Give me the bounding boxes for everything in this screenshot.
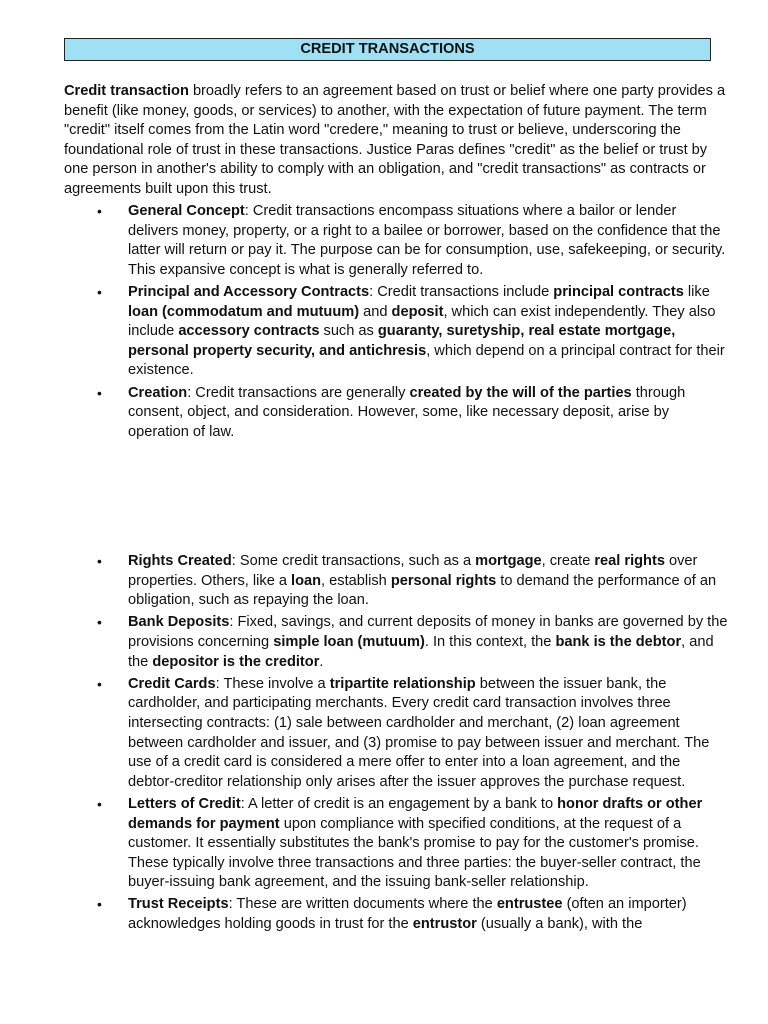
bullet-creation-bold-text: Creation xyxy=(128,384,188,401)
bullet-trust-receipts-text: (often an importer) acknowledges holding goods in trust for the xyxy=(128,896,687,933)
bullet-letters-of-credit-bold-text: honor drafts or other demands for payment xyxy=(128,795,703,832)
bullet-letters-of-credit-text: : A letter of credit is an engagement by a bank to xyxy=(240,795,558,812)
bullet-dot-icon: • xyxy=(97,283,102,300)
bullet-principal-accessory-bold-text: accessory contracts xyxy=(178,323,320,340)
bullet-trust-receipts-text: : These are written documents where the xyxy=(228,896,497,913)
bullet-principal-accessory-text: , which depend on a principal contract for their existence. xyxy=(128,342,725,379)
bullet-rights-created-bold-text: loan xyxy=(291,572,322,589)
bullet-principal-accessory-bold-text: loan (commodatum and mutuum) xyxy=(128,303,360,320)
bullet-creation-text: : Credit transactions are generally xyxy=(187,384,410,401)
bullet-rights-created-text: , establish xyxy=(321,572,391,589)
bullet-principal-accessory-bold-text: deposit xyxy=(391,303,444,320)
bullet-item-rights-created xyxy=(0,552,730,611)
bullet-credit-cards-text: : These involve a xyxy=(215,675,330,692)
bullet-bank-deposits-bold-text: bank is the debtor xyxy=(555,633,682,650)
bullet-bank-deposits-bold-text: depositor is the creditor xyxy=(152,653,320,670)
bullet-dot-icon: • xyxy=(97,553,102,569)
bullet-item-principal-accessory xyxy=(0,283,730,381)
bullet-dot-icon: • xyxy=(97,203,102,219)
bullet-dot-icon: • xyxy=(97,896,102,913)
bullet-trust-receipts-bold-text: entrustor xyxy=(412,916,477,933)
bullet-letters-of-credit-bold-text: Letters of Credit xyxy=(128,795,241,812)
bullet-item-trust-receipts xyxy=(0,895,730,934)
bullet-bank-deposits-text: : Fixed, savings, and current deposits of money in banks are governed by the provisions concerning xyxy=(128,614,728,650)
bullet-credit-cards-bold-text: Credit Cards xyxy=(128,675,216,692)
bullet-principal-accessory-text: and xyxy=(359,303,392,320)
bullet-list-bottom xyxy=(0,552,768,937)
bullet-bank-deposits-bold-text: simple loan (mutuum) xyxy=(273,633,425,650)
bullet-rights-created-text: over properties. Others, like a xyxy=(128,553,698,589)
document-title: CREDIT TRANSACTIONS xyxy=(64,38,711,61)
intro-paragraph xyxy=(64,82,728,200)
bullet-credit-cards-text: between the issuer bank, the cardholder, and participating merchants. Every credit card transaction involves three intersecting contracts: (1) sale between cardholder and merchant, (2) loan agreement between cardholder and issuer, and (3) promise to pay between issuer and merchant. The use of a credit card is considered a mere offer to enter into a loan agreement, and the debtor-creditor relationship only arises after the issuer approves the purchase request. xyxy=(128,675,710,790)
bullet-rights-created-text: : Some credit transactions, such as a xyxy=(231,553,476,569)
bullet-rights-created-bold-text: Rights Created xyxy=(128,553,232,569)
bullet-bank-deposits-text: , and the xyxy=(128,633,714,670)
bullet-rights-created-bold-text: personal rights xyxy=(390,572,497,589)
bullet-principal-accessory-bold-text: Principal and Accessory Contracts xyxy=(128,283,370,300)
bullet-general-concept-bold-text: General Concept xyxy=(128,203,245,219)
bullet-bank-deposits-bold-text: Bank Deposits xyxy=(128,614,230,631)
bullet-dot-icon: • xyxy=(97,384,102,401)
bullet-letters-of-credit-text: upon compliance with specified conditions, at the request of a customer. It essentially substitutes the bank's promise to pay for the customer's promise. These typically involve three transactions and three parties: the buyer-seller contract, the buyer-issuing bank agreement, and the issuing bank-seller relationship. xyxy=(128,815,701,891)
bullet-principal-accessory-text: : Credit transactions include xyxy=(369,283,554,300)
bullet-rights-created-text: to demand the performance of an obligation, such as repaying the loan. xyxy=(128,572,717,609)
bullet-item-general-concept xyxy=(0,202,730,280)
bullet-item-bank-deposits xyxy=(0,613,730,672)
bullet-principal-accessory-text: , which can exist independently. They also include xyxy=(128,303,716,340)
bullet-dot-icon: • xyxy=(97,675,102,692)
bullet-general-concept-text: : Credit transactions encompass situations where a bailor or lender delivers money, property, or a right to a bailee or borrower, based on the confidence that the latter will return or pay it. The purpose can be for consumption, use, safekeeping, or security. This expansive concept is what is generally referred to. xyxy=(128,203,726,278)
bullet-credit-cards-bold-text: tripartite relationship xyxy=(329,675,476,692)
bullet-dot-icon: • xyxy=(97,795,102,812)
intro-bold-text: Credit transaction xyxy=(64,83,189,99)
bullet-principal-accessory-text: like xyxy=(683,283,710,300)
bullet-rights-created-bold-text: real rights xyxy=(594,553,665,569)
bullet-principal-accessory-bold-text: principal contracts xyxy=(553,283,684,300)
bullet-rights-created-bold-text: mortgage xyxy=(475,553,542,569)
bullet-principal-accessory-bold-text: guaranty, suretyship, real estate mortgage, personal property security, and antichresis xyxy=(128,323,676,359)
bullet-trust-receipts-bold-text: entrustee xyxy=(496,896,563,913)
bullet-item-credit-cards xyxy=(0,675,730,793)
bullet-creation-bold-text: created by the will of the parties xyxy=(409,384,632,401)
bullet-list-top xyxy=(0,202,768,445)
intro-text: broadly refers to an agreement based on trust or belief where one party provides a benefit (like money, goods, or services) to another, with the expectation of future payment. The term "credit" itself comes from the Latin word "credere," meaning to trust or believe, underscoring the foundational role of trust in these transactions. Justice Paras defines "credit" as the belief or trust by one person in another's ability to comply with an obligation, and "credit transactions" as contracts or agreements built upon this trust. xyxy=(64,83,726,197)
bullet-trust-receipts-bold-text: Trust Receipts xyxy=(128,896,229,913)
bullet-bank-deposits-text: . In this context, the xyxy=(424,633,556,650)
bullet-dot-icon: • xyxy=(97,614,102,631)
bullet-creation-text: through consent, object, and consideration. However, some, like necessary deposit, arise by operation of law. xyxy=(128,384,686,440)
bullet-bank-deposits-text: . xyxy=(319,653,324,670)
bullet-item-letters-of-credit xyxy=(0,795,730,893)
bullet-rights-created-text: , create xyxy=(541,553,595,569)
bullet-item-creation xyxy=(0,384,730,443)
bullet-trust-receipts-text: (usually a bank), with the xyxy=(476,916,643,933)
bullet-principal-accessory-text: such as xyxy=(319,323,378,340)
